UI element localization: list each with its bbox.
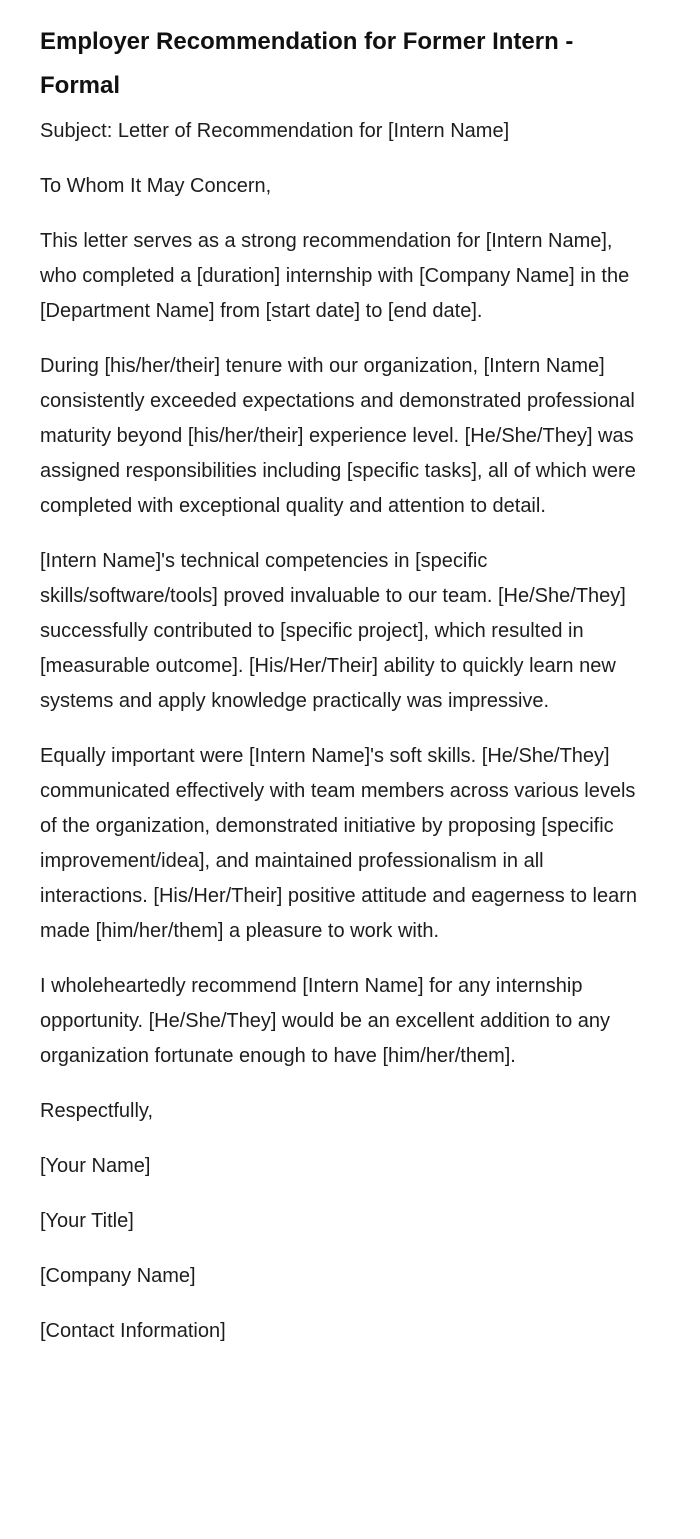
closing: Respectfully, [40, 1100, 154, 1122]
body-paragraph-5: I wholeheartedly recommend [Intern Name] for any internship opportunity. [He/She/They] would be an excellent addition to any organization fortunate enough to have [him/her/them]. [40, 975, 610, 1067]
body-paragraph-2: During [his/her/their] tenure with our organization, [Intern Name] consistently exceeded expectations and demonstrated professional maturity beyond [his/her/their] experience level. [He/She/They] was assigned responsibilities including [specific tasks], all of which were completed with exceptional quality and attention to detail. [40, 355, 636, 517]
signature-contact: [Contact Information] [40, 1320, 226, 1342]
signature-title: [Your Title] [40, 1210, 134, 1232]
subject-line: Subject: Letter of Recommendation for [Intern Name] [40, 120, 510, 142]
body-paragraph-4: Equally important were [Intern Name]'s soft skills. [He/She/They] communicated effectively with team members across various levels of the organization, demonstrated initiative by proposing [specific improvement/idea], and maintained professionalism in all interactions. [His/Her/Their] positive attitude and eagerness to learn made [him/her/them] a pleasure to work with. [40, 745, 637, 942]
body-paragraph-1: This letter serves as a strong recommendation for [Intern Name], who completed a [duration] internship with [Company Name] in the [Department Name] from [start date] to [end date]. [40, 230, 630, 322]
signature-company: [Company Name] [40, 1265, 196, 1287]
body-paragraph-3: [Intern Name]'s technical competencies in [specific skills/software/tools] proved invaluable to our team. [He/She/They] successfully contributed to [specific project], which resulted in [measurable outcome]. [His/Her/Their] ability to quickly learn new systems and apply knowledge practically was impressive. [40, 550, 626, 712]
salutation: To Whom It May Concern, [40, 175, 272, 197]
signature-name: [Your Name] [40, 1155, 151, 1177]
page-title: Employer Recommendation for Former Intern - Formal [40, 28, 574, 99]
